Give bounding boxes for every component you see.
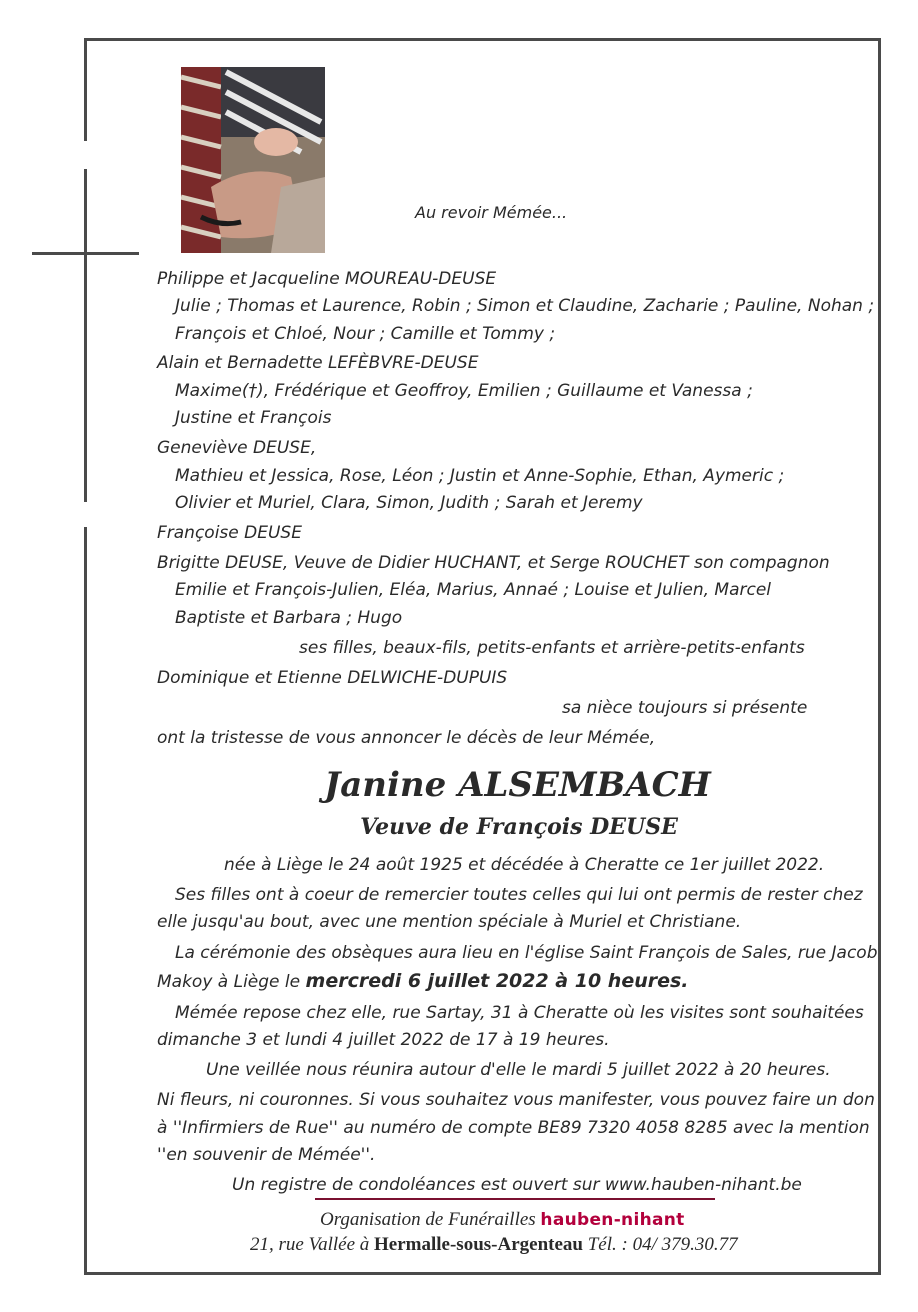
family-line: Julie ; Thomas et Laurence, Robin ; Simon et Claudine, Zacharie ; Pauline, Nohan ;	[175, 296, 875, 316]
memorial-photo	[181, 67, 325, 253]
family-line: Justine et François	[175, 408, 332, 428]
visits-line-2: dimanche 3 et lundi 4 juillet 2022 de 17 à 19 heures.	[157, 1030, 610, 1050]
family-line: Alain et Bernadette LEFÈBVRE-DEUSE	[157, 353, 479, 373]
address-phone: Tél. : 04/ 379.30.77	[587, 1234, 738, 1255]
frame-bottom-border	[84, 1272, 881, 1275]
flowers-line-1: Ni fleurs, ni couronnes. Si vous souhaitez vous manifester, vous pouvez faire un don	[157, 1090, 875, 1110]
deceased-name: Janine ALSEMBACH	[324, 765, 711, 805]
family-line: sa nièce toujours si présente	[562, 698, 808, 718]
frame-left-border-bottom	[84, 527, 87, 1275]
family-line: François et Chloé, Nour ; Camille et Tommy ;	[175, 324, 556, 344]
family-line: Philippe et Jacqueline MOUREAU-DEUSE	[157, 269, 497, 289]
vigil-line: Une veillée nous réunira autour d'elle le mardi 5 juillet 2022 à 20 heures.	[206, 1060, 831, 1080]
farewell-line: Au revoir Mémée...	[415, 203, 568, 222]
announcement-line: ont la tristesse de vous annoncer le décès de leur Mémée,	[157, 728, 656, 748]
family-line: Emilie et François-Julien, Eléa, Marius, Annaé ; Louise et Julien, Marcel	[175, 580, 772, 600]
family-line: Geneviève DEUSE,	[157, 438, 317, 458]
cross-horizontal-beam	[32, 252, 139, 255]
condolence-register-line: Un registre de condoléances est ouvert sur www.hauben-nihant.be	[232, 1175, 802, 1195]
ceremony-line-2	[157, 970, 689, 992]
cross-vertical-beam	[84, 169, 87, 502]
frame-left-border-top	[84, 38, 87, 141]
address-city: Hermalle-sous-Argenteau	[374, 1234, 583, 1255]
widow-of-line: Veuve de François DEUSE	[360, 814, 678, 840]
ceremony-date: mercredi 6 juillet 2022 à 10 heures.	[305, 970, 689, 992]
address-street: 21, rue Vallée à	[250, 1234, 375, 1255]
funeral-organisation	[320, 1209, 685, 1231]
brand-logo: hauben-nihant	[540, 1210, 685, 1230]
frame-right-border	[878, 38, 881, 1275]
thanks-line-2: elle jusqu'au bout, avec une mention spéciale à Muriel et Christiane.	[157, 912, 742, 932]
family-line: Dominique et Etienne DELWICHE-DUPUIS	[157, 668, 508, 688]
thanks-line-1: Ses filles ont à coeur de remercier toutes celles qui lui ont permis de rester chez	[175, 885, 863, 905]
flowers-line-2: à ''Infirmiers de Rue'' au numéro de compte BE89 7320 4058 8285 avec la mention	[157, 1118, 870, 1138]
family-line: Maxime(†), Frédérique et Geoffroy, Emilien ; Guillaume et Vanessa ;	[175, 381, 753, 401]
org-label: Organisation de Funérailles	[320, 1209, 536, 1230]
ceremony-prefix: Makoy à Liège le	[157, 972, 306, 992]
family-line: ses filles, beaux-fils, petits-enfants et arrière-petits-enfants	[299, 638, 805, 658]
funeral-address	[250, 1234, 738, 1256]
birth-death-line: née à Liège le 24 août 1925 et décédée à Cheratte ce 1er juillet 2022.	[224, 855, 825, 875]
family-line: Françoise DEUSE	[157, 523, 302, 543]
flowers-line-3: ''en souvenir de Mémée''.	[157, 1145, 376, 1165]
family-line: Brigitte DEUSE, Veuve de Didier HUCHANT, et Serge ROUCHET son compagnon	[157, 553, 830, 573]
family-line: Baptiste et Barbara ; Hugo	[175, 608, 403, 628]
family-line: Olivier et Muriel, Clara, Simon, Judith ; Sarah et Jeremy	[175, 493, 643, 513]
family-line: Mathieu et Jessica, Rose, Léon ; Justin et Anne-Sophie, Ethan, Aymeric ;	[175, 466, 785, 486]
footer-divider	[315, 1198, 715, 1200]
frame-top-border	[84, 38, 881, 41]
ceremony-line-1: La cérémonie des obsèques aura lieu en l'église Saint François de Sales, rue Jacob	[175, 943, 878, 963]
visits-line-1: Mémée repose chez elle, rue Sartay, 31 à Cheratte où les visites sont souhaitées	[175, 1003, 864, 1023]
